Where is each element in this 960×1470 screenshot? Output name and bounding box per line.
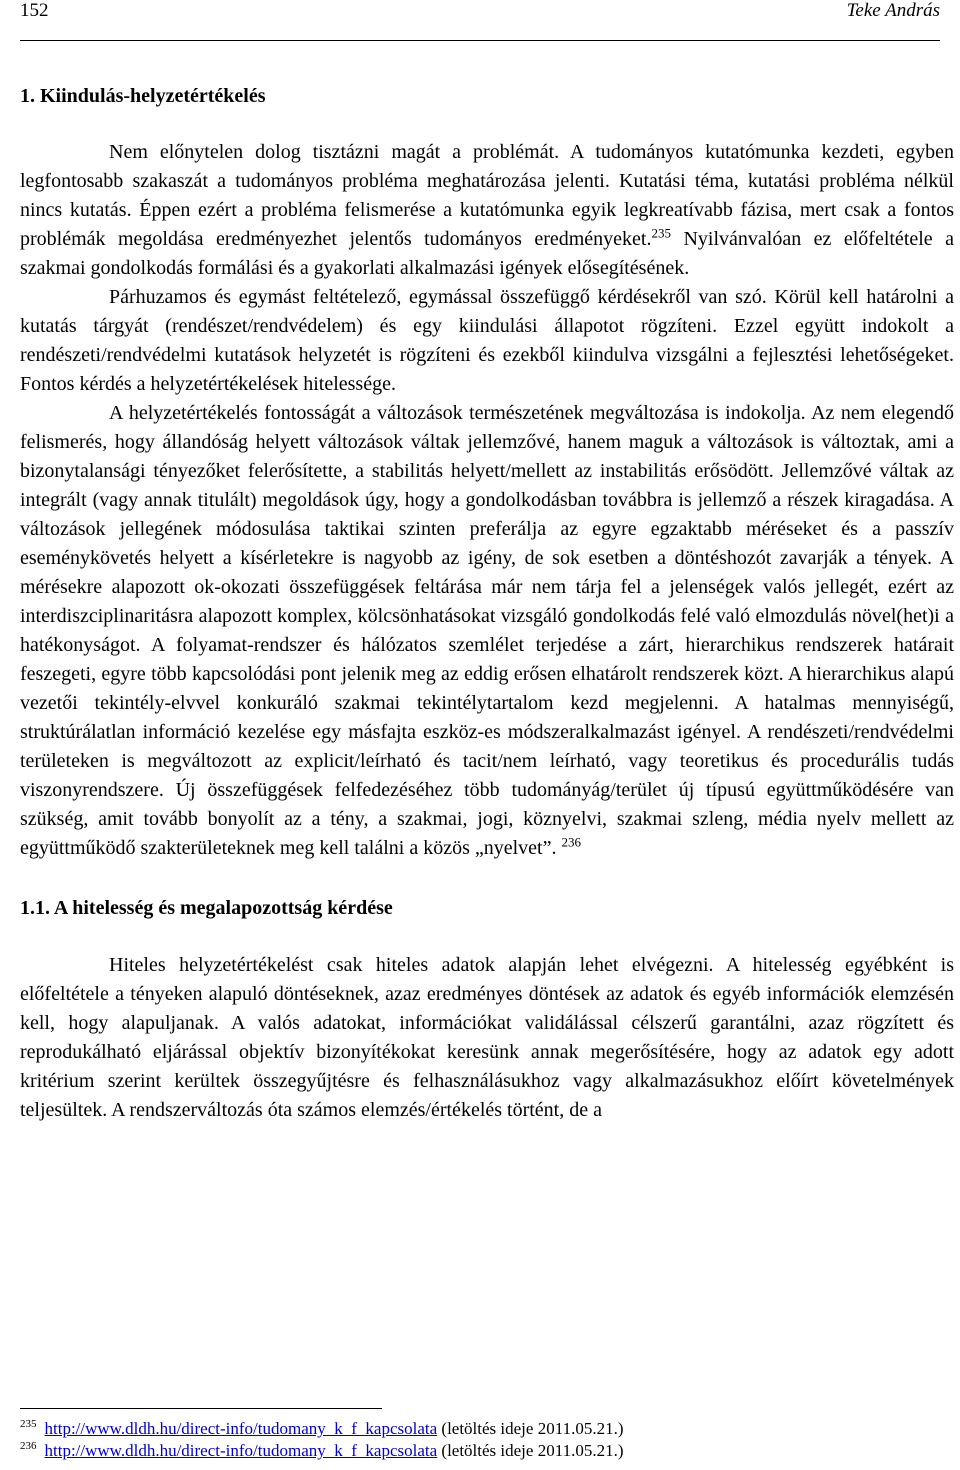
paragraph — [20, 399, 954, 863]
paragraph — [20, 283, 954, 399]
footnote-link[interactable]: http://www.dldh.hu/direct-info/tudomany_k_f_kapcsolata — [44, 1441, 438, 1460]
paragraph — [20, 951, 954, 1125]
footnote-ref[interactable]: 236 — [561, 834, 581, 850]
subsection-heading: 1.1. A hitelesség és megalapozottság kérdése — [20, 897, 393, 919]
running-header-author: Teke András — [846, 0, 940, 21]
paragraph-text: A helyzetértékelés fontosságát a változások természetének megváltozása is indokolja. Az nem elegendő felismerés, hogy állandóság helyett változások váltak jellemzővé, hanem maguk a változások is változtak, ami a bizonytalansági tényezőket felerősítette, a stabilitás helyett/mellett az instabilitás erősödött. Jellemzővé váltak az integrált (vagy annak titulált) megoldások úgy, hogy a gondolkodásban továbbra is jellemző a részek kiragadása. A változások jellegének módosulása taktikai szinten preferálja az egyre egzaktabb méréseket és a passzív eseménykövetés helyett a kísérletekre is nagyobb az igény, de sok esetben a döntéshozót zavarják a tények. A mérésekre alapozott ok-okozati összefüggések feltárása már nem tárja fel a jelenségek valós jellegét, ezért az interdiszciplinaritásra alapozott komplex, kölcsönhatásokat vizsgáló gondolkodás felé való elmozdulás növel(het)i a hatékonyságot. A folyamat-rendszer és hálózatos szemlélet terjedése a zárt, hierarchikus rendszerek határait feszegeti, egyre több kapcsolódási pont jelenik meg az eddig erősen elhatárolt rendszerek közt. A hierarchikus alapú vezetői tekintély-elvvel konkuráló szakmai tekintélytartalom kezd megjelenni. A hatalmas mennyiségű, struktúrálatlan információ kezelése egy másfajta eszköz-es módszeralkalmazást igényel. A rendészeti/rendvédelmi területeken is megváltozott az explicit/leírható és tacit/nem leírható, vagy teoretikus és procedurális tudás viszonyrendszere. Új összefüggések felfedezéséhez több tudományág/terület új típusú együttműködésére van szükség, amit tovább bonyolít az a tény, a szakmai, jogi, köznyelvi, szakmai szleng, média nyelv mellett az együttműködő szakterületeknek meg kell találni a közös „nyelvet”. — [20, 402, 954, 859]
footnotes — [20, 1418, 950, 1462]
footnote-number: 235 — [20, 1418, 37, 1431]
footnote-note: (letöltés ideje 2011.05.21.) — [437, 1441, 624, 1460]
body-text — [20, 85, 954, 1125]
footnote — [20, 1440, 950, 1462]
footnote — [20, 1418, 950, 1440]
paragraph — [20, 138, 954, 283]
running-header — [20, 0, 940, 30]
paragraph-text: Nem előnytelen dolog tisztázni magát a problémát. A tudományos kutatómunka kezdeti, egyben legfontosabb szakaszát a tudományos probléma meghatározása jelenti. Kutatási téma, kutatási probléma nélkül nincs kutatás. Éppen ezért a probléma felismerése a kutatómunka egyik legkreatívabb fázisa, mert csak a fontos problémák megoldása eredményezhet jelentős tudományos eredményeket. — [20, 141, 954, 250]
header-divider — [20, 40, 940, 41]
paragraph-text: Hiteles helyzetértékelést csak hiteles adatok alapján lehet elvégezni. A hitelesség egyébként is előfeltétele a tényeken alapuló döntéseknek, azaz eredményes döntések az adatok és egyéb információk elemzésén kell, hogy alapuljanak. A valós adatokat, információkat validálással célszerű garantálni, azaz rögzített és reprodukálható eljárással objektív bizonyítékokat keresünk annak megerősítésére, hogy az adatok egy adott kritérium szerint kerültek összegyűjtésre és felhasználásukhoz vagy alkalmazásukhoz előírt követelmények teljesültek. A rendszerváltozás óta számos elemzés/értékelés történt, de a — [20, 954, 954, 1121]
footnote-number: 236 — [20, 1440, 37, 1453]
footnote-link[interactable]: http://www.dldh.hu/direct-info/tudomany_k_f_kapcsolata — [44, 1419, 438, 1438]
paragraph-text: Nyilvánvalóan ez előfeltétele a szakmai gondolkodás formálási és a gyakorlati alkalmazási igények elősegítésének. — [20, 228, 955, 279]
footnote-divider — [20, 1408, 382, 1409]
footnote-note: (letöltés ideje 2011.05.21.) — [437, 1419, 624, 1438]
section-spacer — [20, 863, 954, 897]
footnote-ref[interactable]: 235 — [651, 225, 671, 241]
section-heading: 1. Kiindulás-helyzetértékelés — [20, 85, 266, 107]
page-number: 152 — [20, 0, 49, 21]
paragraph-text: Párhuzamos és egymást feltételező, egymással összefüggő kérdésekről van szó. Körül kell határolni a kutatás tárgyát (rendészet/rendvédelem) és egy kiindulási állapotot rögzíteni. Ezzel együtt indokolt a rendészeti/rendvédelmi kutatások helyzetét is rögzíteni és ezekből kiindulva vizsgálni a fejlesztési lehetőségeket. Fontos kérdés a helyzetértékelések hitelessége. — [20, 286, 954, 395]
